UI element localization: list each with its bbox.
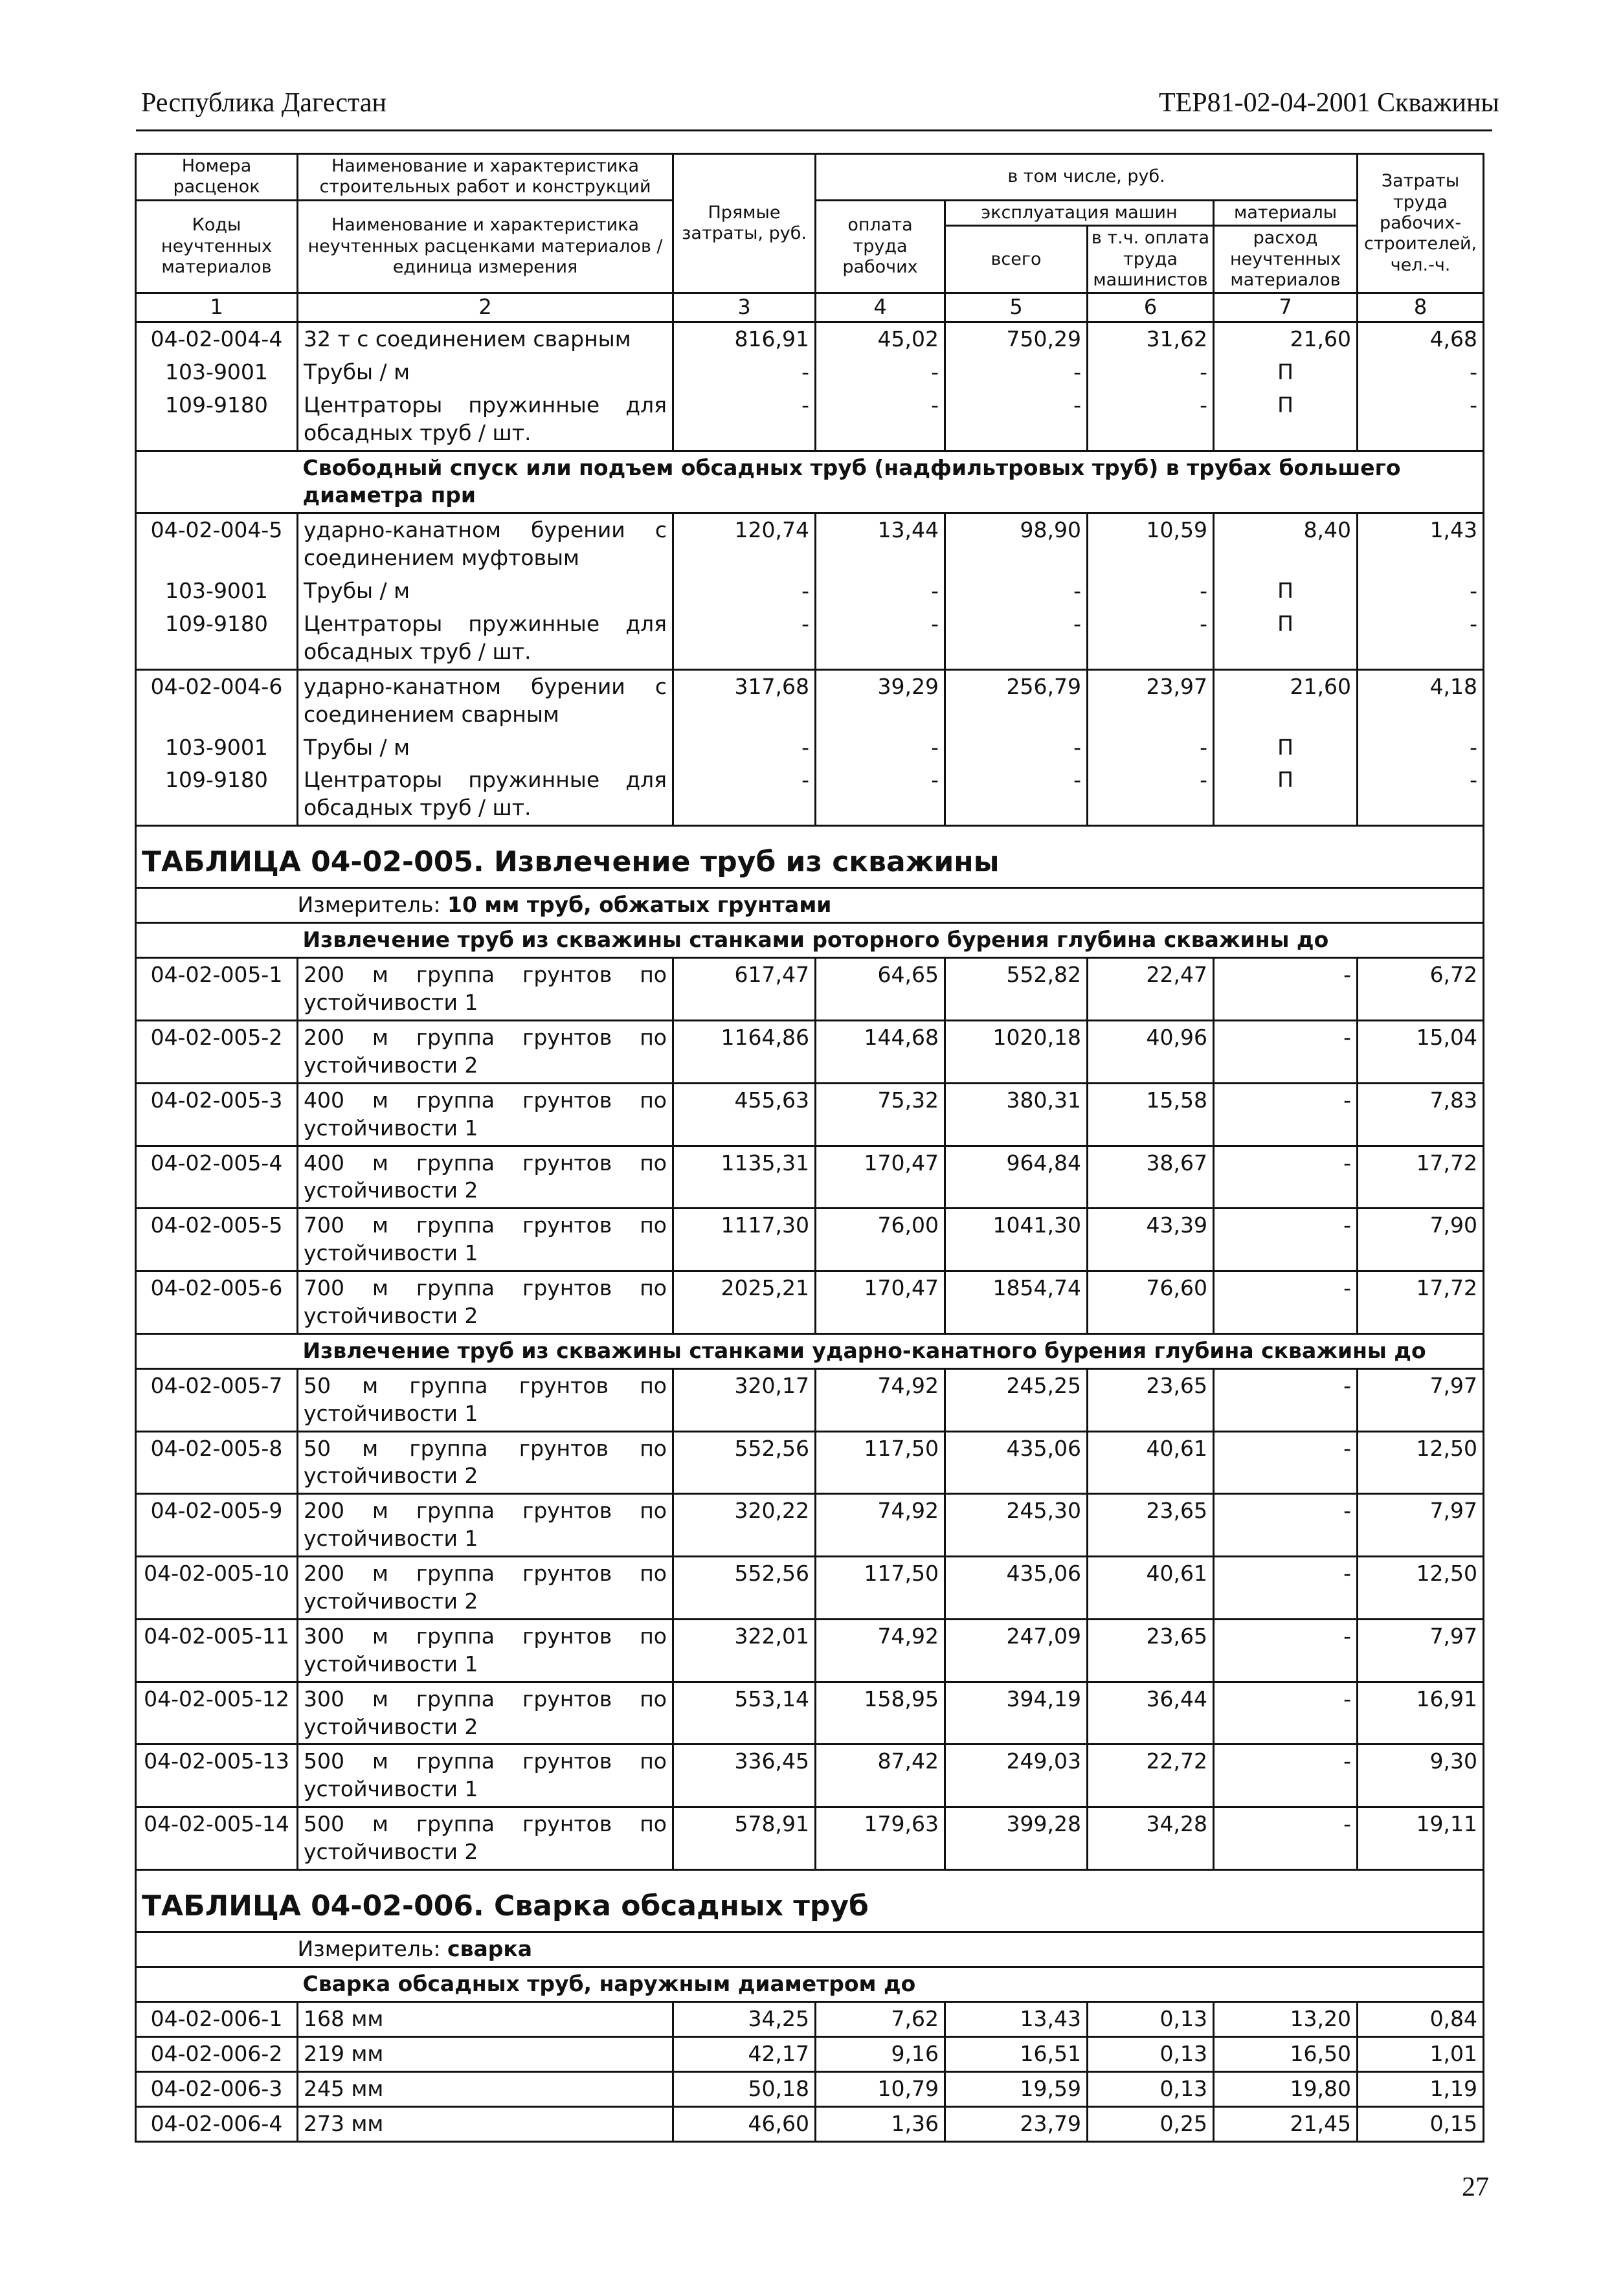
value-cell: 964,84 <box>945 1146 1088 1209</box>
value-cell: 144,68 <box>816 1020 945 1083</box>
value-cell: - <box>1088 731 1214 764</box>
work-description: 400 м группа грунтов по устойчивости 1 <box>298 1083 673 1146</box>
value-cell: - <box>1214 1083 1358 1146</box>
value-cell: - <box>673 356 816 389</box>
value-cell: - <box>1088 389 1214 451</box>
measure-value: 10 мм труб, обжатых грунтами <box>447 892 832 918</box>
value-cell: - <box>945 731 1088 764</box>
rate-code: 04-02-005-4 <box>136 1146 298 1209</box>
value-cell: 455,63 <box>673 1083 816 1146</box>
value-cell: 1,43 <box>1358 513 1484 575</box>
work-description: 300 м группа грунтов по устойчивости 2 <box>298 1682 673 1744</box>
value-cell: 1135,31 <box>673 1146 816 1209</box>
section-heading: Сварка обсадных труб, наружным диаметром до <box>298 1967 1484 2002</box>
col7-header: расход неучтенных материалов <box>1214 226 1358 293</box>
col1-header-bottom: Коды неучтенных материалов <box>136 200 298 293</box>
value-cell: 7,90 <box>1358 1209 1484 1271</box>
work-description: 500 м группа грунтов по устойчивости 2 <box>298 1807 673 1870</box>
measure-row <box>136 1932 1484 1967</box>
value-cell: - <box>945 764 1088 825</box>
value-cell: 249,03 <box>945 1744 1088 1807</box>
section-heading-spacer <box>136 1967 298 2002</box>
work-description: Трубы / м <box>298 356 673 389</box>
value-cell: 8,40 <box>1214 513 1358 575</box>
table-row <box>136 1682 1484 1744</box>
value-cell: 22,47 <box>1088 958 1214 1021</box>
value-cell: 23,65 <box>1088 1619 1214 1682</box>
value-cell: - <box>816 608 945 669</box>
table-title: ТАБЛИЦА 04-02-006. Сварка обсадных труб <box>136 1869 1484 1932</box>
work-description: 50 м группа грунтов по устойчивости 1 <box>298 1368 673 1431</box>
value-cell: 245,30 <box>945 1494 1088 1557</box>
rate-code: 04-02-005-9 <box>136 1494 298 1557</box>
section-heading-row <box>136 923 1484 958</box>
work-description: 273 мм <box>298 2106 673 2141</box>
value-cell: 0,13 <box>1088 2071 1214 2106</box>
work-description: 200 м группа грунтов по устойчивости 1 <box>298 958 673 1021</box>
measure-label: Измеритель: <box>297 892 441 918</box>
table-row <box>136 1431 1484 1494</box>
value-cell: - <box>1358 731 1484 764</box>
value-cell: 1020,18 <box>945 1020 1088 1083</box>
value-cell: 256,79 <box>945 669 1088 731</box>
value-cell: 74,92 <box>816 1368 945 1431</box>
col4-header: оплата труда рабочих <box>816 200 945 293</box>
value-cell: 2025,21 <box>673 1271 816 1334</box>
section-heading: Свободный спуск или подъем обсадных труб (надфильтровых труб) в трубах большего диаметра при <box>298 451 1484 513</box>
material-row <box>136 575 1484 608</box>
col2-header-bottom: Наименование и характеристика неучтенных расценками материалов / единица измерения <box>298 200 673 293</box>
value-cell: - <box>1088 575 1214 608</box>
value-cell: - <box>1214 1619 1358 1682</box>
value-cell: 750,29 <box>945 322 1088 355</box>
value-cell: 10,59 <box>1088 513 1214 575</box>
value-cell: 64,65 <box>816 958 945 1021</box>
table-row <box>136 1271 1484 1334</box>
value-cell: - <box>1088 356 1214 389</box>
work-description: 200 м группа грунтов по устойчивости 2 <box>298 1020 673 1083</box>
work-description: Центраторы пружинные для обсадных труб / шт. <box>298 389 673 451</box>
rate-code: 109-9180 <box>136 389 298 451</box>
work-description: 200 м группа грунтов по устойчивости 2 <box>298 1557 673 1620</box>
value-cell: 1164,86 <box>673 1020 816 1083</box>
rate-code: 04-02-005-7 <box>136 1368 298 1431</box>
col-number: 3 <box>673 293 816 322</box>
value-cell: - <box>673 764 816 825</box>
value-cell: 1,36 <box>816 2106 945 2141</box>
value-cell: - <box>673 731 816 764</box>
section-heading: Извлечение труб из скважины станками ударно-канатного бурения глубина скважины до <box>298 1333 1484 1368</box>
work-description: 700 м группа грунтов по устойчивости 1 <box>298 1209 673 1271</box>
value-cell: 98,90 <box>945 513 1088 575</box>
value-cell: 74,92 <box>816 1619 945 1682</box>
value-cell: 7,97 <box>1358 1494 1484 1557</box>
value-cell: 38,67 <box>1088 1146 1214 1209</box>
value-cell: 46,60 <box>673 2106 816 2141</box>
value-cell: 9,16 <box>816 2036 945 2071</box>
work-description: 32 т с соединением сварным <box>298 322 673 355</box>
rate-code: 103-9001 <box>136 356 298 389</box>
value-cell: 247,09 <box>945 1619 1088 1682</box>
value-cell: - <box>1214 1744 1358 1807</box>
work-description: ударно-канатном бурении с соединением муфтовым <box>298 513 673 575</box>
value-cell: 34,28 <box>1088 1807 1214 1870</box>
value-cell: 13,20 <box>1214 2001 1358 2036</box>
table-row <box>136 1020 1484 1083</box>
work-description: 219 мм <box>298 2036 673 2071</box>
materials-header: материалы <box>1214 200 1358 225</box>
col5-header: всего <box>945 226 1088 293</box>
value-cell: - <box>816 764 945 825</box>
rate-code: 04-02-005-1 <box>136 958 298 1021</box>
measure-cell <box>298 1932 1484 1967</box>
section-heading-row <box>136 451 1484 513</box>
rate-code: 04-02-005-11 <box>136 1619 298 1682</box>
value-cell: - <box>1214 1146 1358 1209</box>
col8-header: Затраты труда рабочих-строителей, чел.-ч. <box>1358 154 1484 293</box>
value-cell: 39,29 <box>816 669 945 731</box>
col-number: 5 <box>945 293 1088 322</box>
including-header: в том числе, руб. <box>816 154 1358 201</box>
value-cell: - <box>673 608 816 669</box>
value-cell: 179,63 <box>816 1807 945 1870</box>
value-cell: 0,15 <box>1358 2106 1484 2141</box>
value-cell: 23,97 <box>1088 669 1214 731</box>
value-cell: 552,56 <box>673 1431 816 1494</box>
value-cell: 43,39 <box>1088 1209 1214 1271</box>
table-row <box>136 1146 1484 1209</box>
value-cell: 75,32 <box>816 1083 945 1146</box>
table-row <box>136 1557 1484 1620</box>
value-cell: - <box>816 389 945 451</box>
value-cell: П <box>1214 356 1358 389</box>
value-cell: 7,83 <box>1358 1083 1484 1146</box>
rate-code: 04-02-006-4 <box>136 2106 298 2141</box>
rate-code: 04-02-006-2 <box>136 2036 298 2071</box>
value-cell: 170,47 <box>816 1146 945 1209</box>
work-description: 300 м группа грунтов по устойчивости 1 <box>298 1619 673 1682</box>
value-cell: 552,56 <box>673 1557 816 1620</box>
value-cell: 15,04 <box>1358 1020 1484 1083</box>
rates-table <box>135 153 1484 2143</box>
value-cell: 19,80 <box>1214 2071 1358 2106</box>
section-heading-spacer <box>136 451 298 513</box>
table-row <box>136 958 1484 1021</box>
value-cell: 6,72 <box>1358 958 1484 1021</box>
value-cell: - <box>1214 1431 1358 1494</box>
value-cell: 74,92 <box>816 1494 945 1557</box>
value-cell: - <box>1214 1020 1358 1083</box>
table-row <box>136 2036 1484 2071</box>
value-cell: П <box>1214 608 1358 669</box>
work-description: Трубы / м <box>298 575 673 608</box>
table-row <box>136 1494 1484 1557</box>
col-number: 1 <box>136 293 298 322</box>
value-cell: 617,47 <box>673 958 816 1021</box>
value-cell: 120,74 <box>673 513 816 575</box>
value-cell: 23,65 <box>1088 1368 1214 1431</box>
value-cell: 553,14 <box>673 1682 816 1744</box>
value-cell: 322,01 <box>673 1619 816 1682</box>
rate-code: 103-9001 <box>136 575 298 608</box>
rate-code: 04-02-005-2 <box>136 1020 298 1083</box>
value-cell: - <box>1358 575 1484 608</box>
value-cell: 0,13 <box>1088 2001 1214 2036</box>
table-title-row <box>136 1869 1484 1932</box>
material-row <box>136 389 1484 451</box>
value-cell: 1041,30 <box>945 1209 1088 1271</box>
work-description: 500 м группа грунтов по устойчивости 1 <box>298 1744 673 1807</box>
value-cell: - <box>1214 1271 1358 1334</box>
value-cell: 13,43 <box>945 2001 1088 2036</box>
table-row <box>136 1744 1484 1807</box>
value-cell: 9,30 <box>1358 1744 1484 1807</box>
value-cell: - <box>673 575 816 608</box>
rate-code: 103-9001 <box>136 731 298 764</box>
header-divider <box>136 129 1492 131</box>
table-row <box>136 513 1484 575</box>
table-row <box>136 2001 1484 2036</box>
value-cell: 50,18 <box>673 2071 816 2106</box>
section-heading-spacer <box>136 923 298 958</box>
value-cell: 4,18 <box>1358 669 1484 731</box>
value-cell: - <box>945 356 1088 389</box>
value-cell: - <box>673 389 816 451</box>
value-cell: - <box>1358 356 1484 389</box>
value-cell: 12,50 <box>1358 1431 1484 1494</box>
value-cell: 117,50 <box>816 1557 945 1620</box>
value-cell: - <box>1088 764 1214 825</box>
value-cell: 399,28 <box>945 1807 1088 1870</box>
value-cell: 23,65 <box>1088 1494 1214 1557</box>
rate-code: 04-02-005-6 <box>136 1271 298 1334</box>
work-description: Трубы / м <box>298 731 673 764</box>
value-cell: 158,95 <box>816 1682 945 1744</box>
header-region: Республика Дагестан <box>141 88 387 118</box>
value-cell: 578,91 <box>673 1807 816 1870</box>
value-cell: 117,50 <box>816 1431 945 1494</box>
col-number: 7 <box>1214 293 1358 322</box>
value-cell: - <box>816 575 945 608</box>
rate-code: 04-02-005-14 <box>136 1807 298 1870</box>
value-cell: 17,72 <box>1358 1146 1484 1209</box>
work-description: 168 мм <box>298 2001 673 2036</box>
value-cell: 42,17 <box>673 2036 816 2071</box>
value-cell: - <box>945 608 1088 669</box>
measure-spacer <box>136 1932 298 1967</box>
section-heading-spacer <box>136 1333 298 1368</box>
value-cell: 4,68 <box>1358 322 1484 355</box>
rate-code: 04-02-005-8 <box>136 1431 298 1494</box>
value-cell: 320,22 <box>673 1494 816 1557</box>
value-cell: 380,31 <box>945 1083 1088 1146</box>
value-cell: П <box>1214 731 1358 764</box>
value-cell: 170,47 <box>816 1271 945 1334</box>
rate-code: 04-02-006-3 <box>136 2071 298 2106</box>
value-cell: - <box>945 389 1088 451</box>
value-cell: 1117,30 <box>673 1209 816 1271</box>
value-cell: - <box>945 575 1088 608</box>
measure-cell <box>298 888 1484 923</box>
value-cell: 12,50 <box>1358 1557 1484 1620</box>
page-number: 27 <box>1462 2172 1489 2202</box>
section-heading: Извлечение труб из скважины станками роторного бурения глубина скважины до <box>298 923 1484 958</box>
col-number: 4 <box>816 293 945 322</box>
table-row <box>136 322 1484 355</box>
value-cell: 40,96 <box>1088 1020 1214 1083</box>
value-cell: 21,60 <box>1214 322 1358 355</box>
value-cell: П <box>1214 764 1358 825</box>
value-cell: 19,11 <box>1358 1807 1484 1870</box>
col-number: 2 <box>298 293 673 322</box>
value-cell: 22,72 <box>1088 1744 1214 1807</box>
machines-header: эксплуатация машин <box>945 200 1214 225</box>
value-cell: 435,06 <box>945 1431 1088 1494</box>
section-heading-row <box>136 1333 1484 1368</box>
value-cell: 435,06 <box>945 1557 1088 1620</box>
col2-header-top: Наименование и характеристика строительных работ и конструкций <box>298 154 673 201</box>
col-number: 6 <box>1088 293 1214 322</box>
value-cell: 10,79 <box>816 2071 945 2106</box>
value-cell: 45,02 <box>816 322 945 355</box>
measure-spacer <box>136 888 298 923</box>
value-cell: - <box>1088 608 1214 669</box>
value-cell: П <box>1214 389 1358 451</box>
value-cell: 21,60 <box>1214 669 1358 731</box>
value-cell: - <box>1214 1209 1358 1271</box>
table-title: ТАБЛИЦА 04-02-005. Извлечение труб из скважины <box>136 826 1484 888</box>
table-row <box>136 1209 1484 1271</box>
col6-header: в т.ч. оплата труда машинистов <box>1088 226 1214 293</box>
work-description: 50 м группа грунтов по устойчивости 2 <box>298 1431 673 1494</box>
rate-code: 109-9180 <box>136 764 298 825</box>
rate-code: 04-02-006-1 <box>136 2001 298 2036</box>
value-cell: 21,45 <box>1214 2106 1358 2141</box>
value-cell: 23,79 <box>945 2106 1088 2141</box>
rate-code: 04-02-005-5 <box>136 1209 298 1271</box>
value-cell: 1,19 <box>1358 2071 1484 2106</box>
table-row <box>136 2106 1484 2141</box>
table-row <box>136 1807 1484 1870</box>
value-cell: - <box>1214 958 1358 1021</box>
table-row <box>136 1083 1484 1146</box>
value-cell: П <box>1214 575 1358 608</box>
work-description: Центраторы пружинные для обсадных труб / шт. <box>298 764 673 825</box>
rate-code: 04-02-005-13 <box>136 1744 298 1807</box>
value-cell: - <box>1358 608 1484 669</box>
value-cell: 7,97 <box>1358 1368 1484 1431</box>
value-cell: 245,25 <box>945 1368 1088 1431</box>
value-cell: 336,45 <box>673 1744 816 1807</box>
work-description: 400 м группа грунтов по устойчивости 2 <box>298 1146 673 1209</box>
measure-row <box>136 888 1484 923</box>
value-cell: - <box>1214 1807 1358 1870</box>
table-row <box>136 2071 1484 2106</box>
value-cell: 40,61 <box>1088 1431 1214 1494</box>
value-cell: - <box>1214 1494 1358 1557</box>
header-document-code: ТЕР81-02-04-2001 Скважины <box>1159 88 1499 118</box>
rate-code: 04-02-005-12 <box>136 1682 298 1744</box>
work-description: 200 м группа грунтов по устойчивости 1 <box>298 1494 673 1557</box>
value-cell: 320,17 <box>673 1368 816 1431</box>
value-cell: 31,62 <box>1088 322 1214 355</box>
value-cell: 16,50 <box>1214 2036 1358 2071</box>
rate-code: 04-02-004-6 <box>136 669 298 731</box>
rate-code: 04-02-005-10 <box>136 1557 298 1620</box>
value-cell: 34,25 <box>673 2001 816 2036</box>
value-cell: - <box>816 356 945 389</box>
value-cell: 7,62 <box>816 2001 945 2036</box>
value-cell: 76,60 <box>1088 1271 1214 1334</box>
value-cell: - <box>1214 1368 1358 1431</box>
value-cell: 317,68 <box>673 669 816 731</box>
value-cell: 816,91 <box>673 322 816 355</box>
value-cell: - <box>1358 389 1484 451</box>
col-number: 8 <box>1358 293 1484 322</box>
value-cell: - <box>1214 1682 1358 1744</box>
value-cell: 76,00 <box>816 1209 945 1271</box>
table-row <box>136 1619 1484 1682</box>
measure-label: Измеритель: <box>297 1936 441 1962</box>
rate-code: 04-02-004-4 <box>136 322 298 355</box>
value-cell: 0,13 <box>1088 2036 1214 2071</box>
value-cell: - <box>1358 764 1484 825</box>
material-row <box>136 764 1484 825</box>
rate-code: 109-9180 <box>136 608 298 669</box>
measure-value: сварка <box>447 1936 533 1962</box>
rate-code: 04-02-005-3 <box>136 1083 298 1146</box>
value-cell: - <box>1214 1557 1358 1620</box>
material-row <box>136 356 1484 389</box>
value-cell: 1,01 <box>1358 2036 1484 2071</box>
material-row <box>136 608 1484 669</box>
col1-header-top: Номера расценок <box>136 154 298 201</box>
work-description: Центраторы пружинные для обсадных труб / шт. <box>298 608 673 669</box>
work-description: 700 м группа грунтов по устойчивости 2 <box>298 1271 673 1334</box>
table-row <box>136 669 1484 731</box>
column-number-row <box>136 293 1484 322</box>
value-cell: 394,19 <box>945 1682 1088 1744</box>
value-cell: 552,82 <box>945 958 1088 1021</box>
value-cell: 0,84 <box>1358 2001 1484 2036</box>
value-cell: 13,44 <box>816 513 945 575</box>
value-cell: 17,72 <box>1358 1271 1484 1334</box>
value-cell: 16,51 <box>945 2036 1088 2071</box>
value-cell: 16,91 <box>1358 1682 1484 1744</box>
material-row <box>136 731 1484 764</box>
value-cell: 1854,74 <box>945 1271 1088 1334</box>
value-cell: 7,97 <box>1358 1619 1484 1682</box>
section-heading-row <box>136 1967 1484 2002</box>
value-cell: 87,42 <box>816 1744 945 1807</box>
table-row <box>136 1368 1484 1431</box>
value-cell: 19,59 <box>945 2071 1088 2106</box>
rate-code: 04-02-004-5 <box>136 513 298 575</box>
value-cell: 36,44 <box>1088 1682 1214 1744</box>
value-cell: 0,25 <box>1088 2106 1214 2141</box>
work-description: 245 мм <box>298 2071 673 2106</box>
header-row-1 <box>136 154 1484 201</box>
value-cell: - <box>816 731 945 764</box>
value-cell: 40,61 <box>1088 1557 1214 1620</box>
work-description: ударно-канатном бурении с соединением сварным <box>298 669 673 731</box>
table-title-row <box>136 826 1484 888</box>
value-cell: 15,58 <box>1088 1083 1214 1146</box>
col3-header: Прямые затраты, руб. <box>673 154 816 293</box>
